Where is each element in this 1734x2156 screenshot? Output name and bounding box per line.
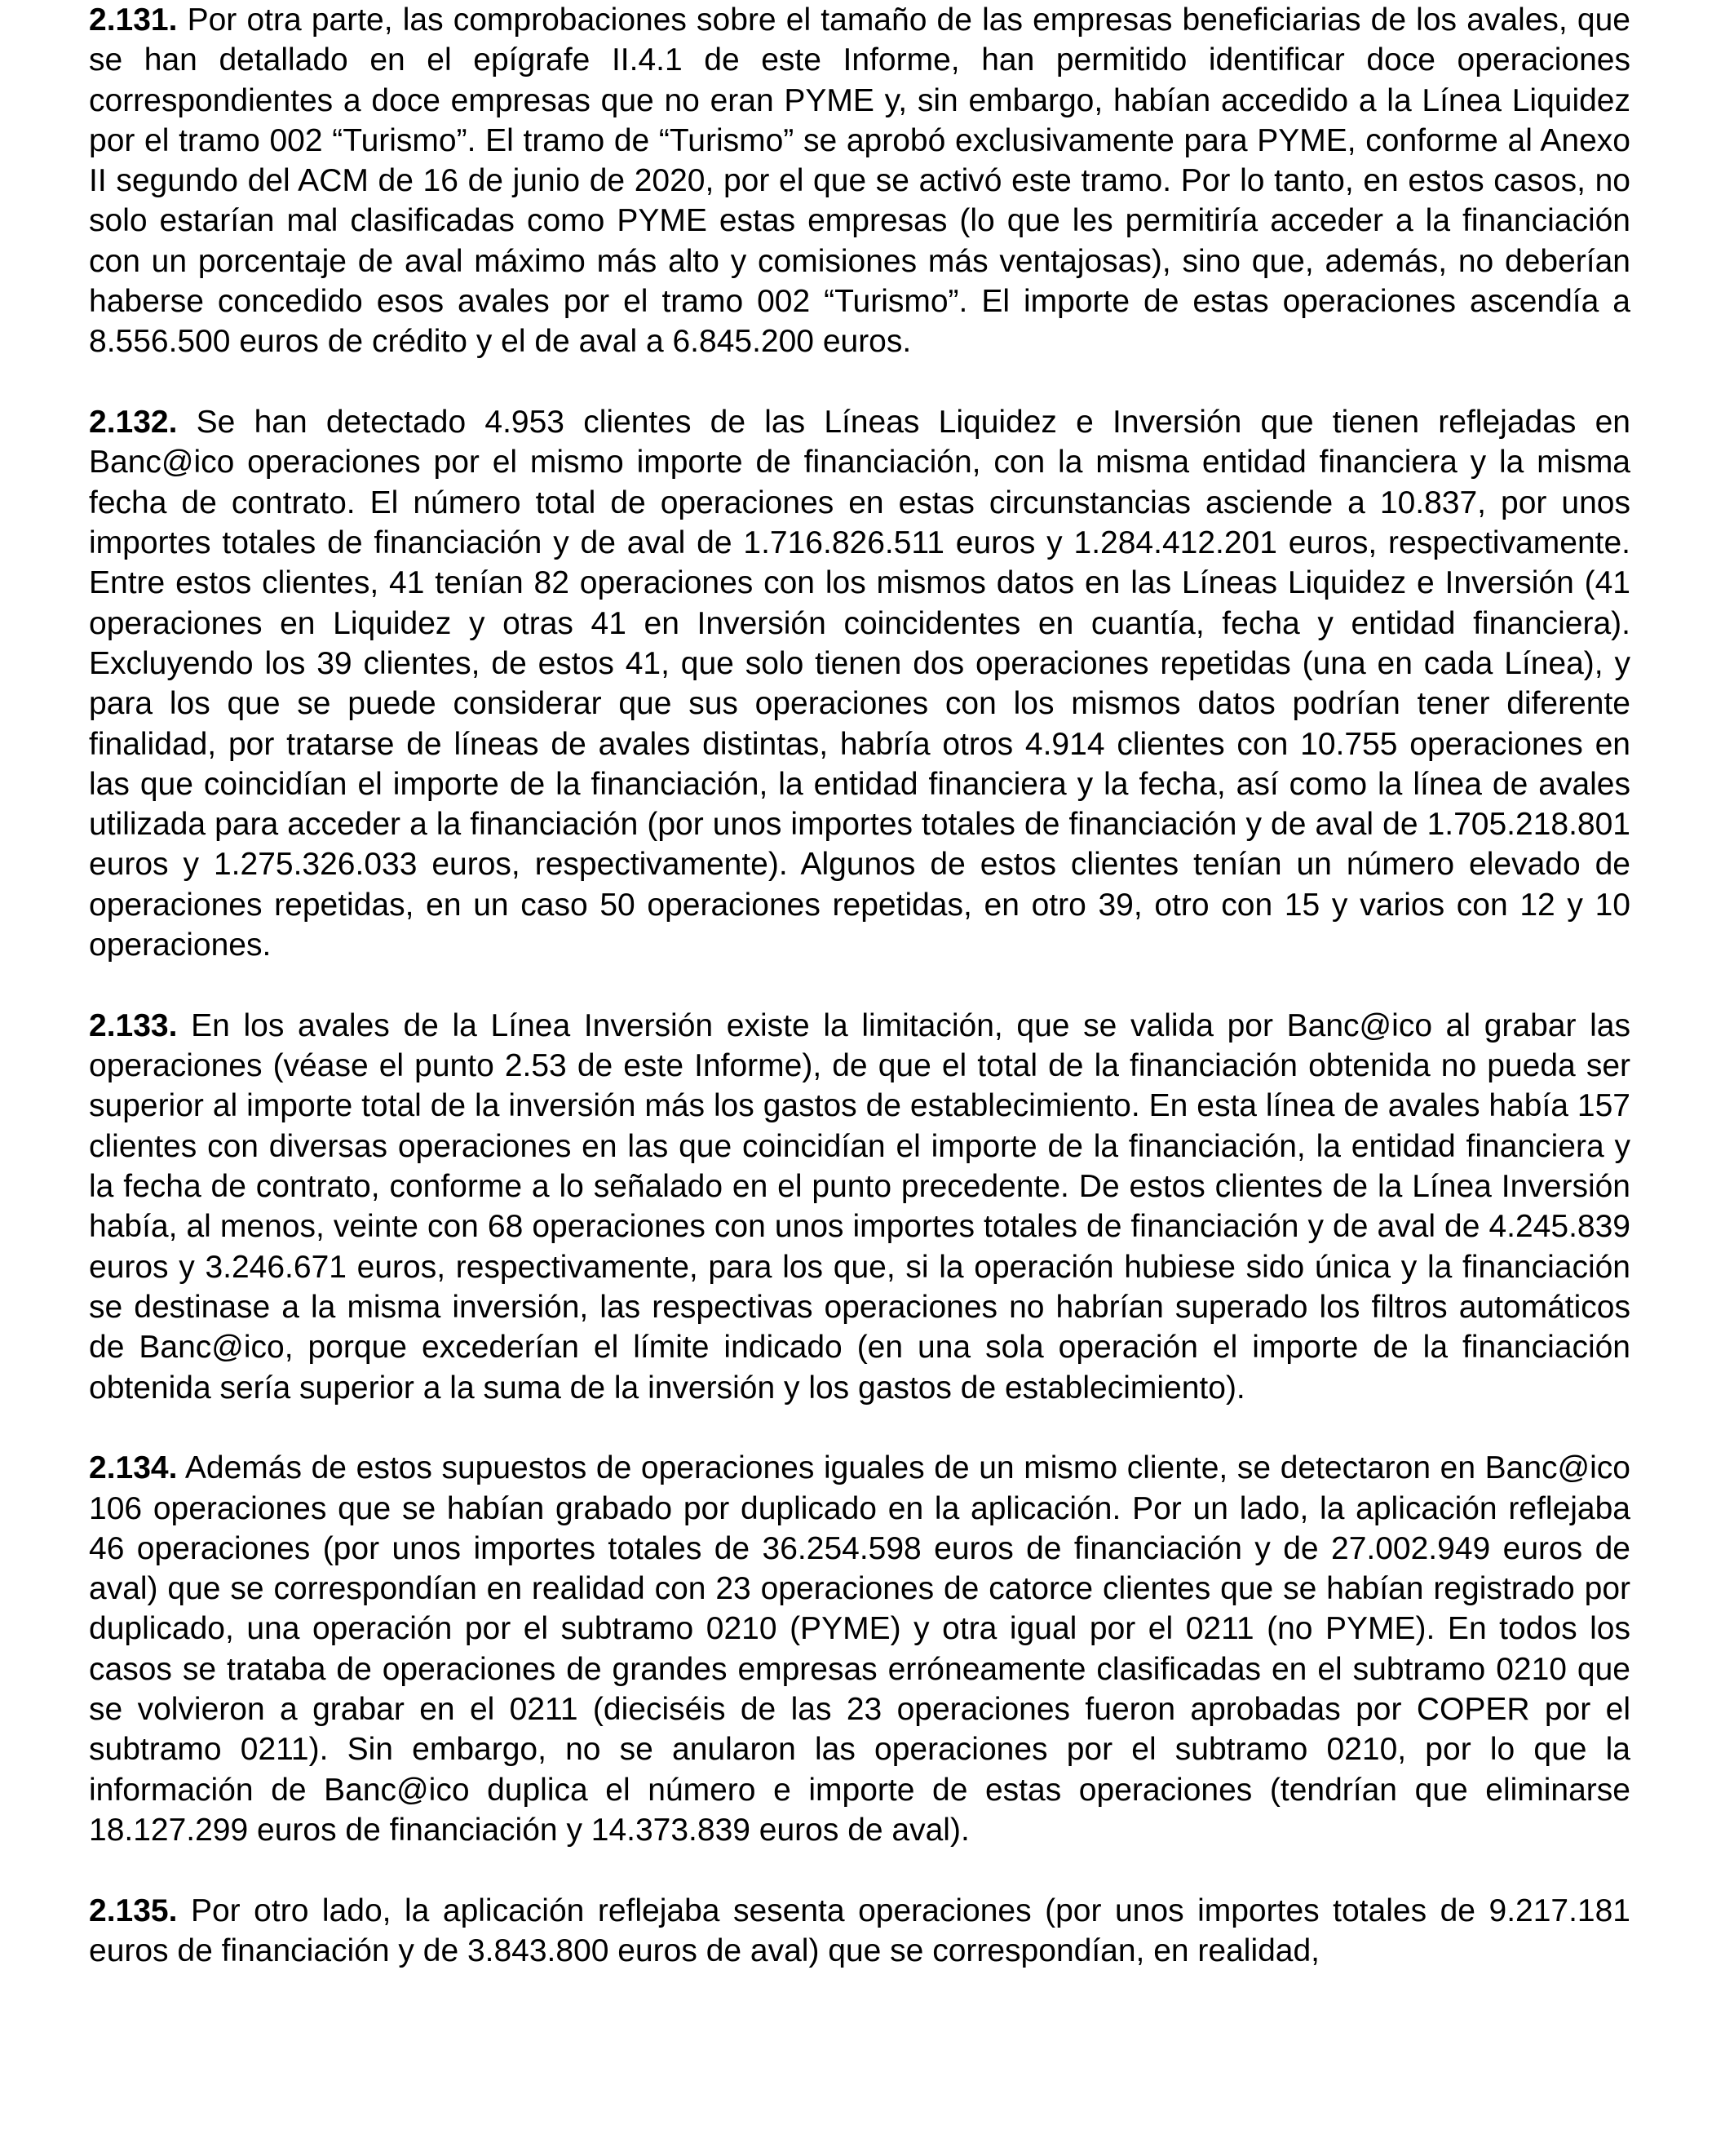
paragraph-text: Además de estos supuestos de operaciones iguales de un mismo cliente, se detectaron en Banc@ico 106 operaciones que se habían grabado por duplicado en la aplicación. Por un lado, la aplicación reflejaba 46 operaciones (por unos importes totales de 36.254.598 euros de financiación y de 27.002.949 euros de aval) que se correspondían en realidad con 23 operaciones de catorce clientes que se habían registrado por duplicado, una operación por el subtramo 0210 (PYME) y otra igual por el 0211 (no PYME). En todos los casos se trataba de operaciones de grandes empresas erróneamente clasificadas en el subtramo 0210 que se volvieron a grabar en el 0211 (dieciséis de las 23 operaciones fueron aprobadas por COPER por el subtramo 0211). Sin embargo, no se anularon las operaciones por el subtramo 0210, por lo que la información de Banc@ico duplica el número e importe de estas operaciones (tendrían que eliminarse 18.127.299 euros de financiación y 14.373.839 euros de aval). [89,1450,1630,1848]
paragraph-2-133 [89,1006,1630,1408]
paragraph-text: Se han detectado 4.953 clientes de las Líneas Liquidez e Inversión que tienen reflejadas en Banc@ico operaciones por el mismo importe de financiación, con la misma entidad financiera y la misma fecha de contrato. El número total de operaciones en estas circunstancias asciende a 10.837, por unos importes totales de financiación y de aval de 1.716.826.511 euros y 1.284.412.201 euros, respectivamente. Entre estos clientes, 41 tenían 82 operaciones con los mismos datos en las Líneas Liquidez e Inversión (41 operaciones en Liquidez y otras 41 en Inversión coincidentes en cuantía, fecha y entidad financiera). Excluyendo los 39 clientes, de estos 41, que solo tienen dos operaciones repetidas (una en cada Línea), y para los que se puede considerar que sus operaciones con los mismos datos podrían tener diferente finalidad, por tratarse de líneas de avales distintas, habría otros 4.914 clientes con 10.755 operaciones en las que coincidían el importe de la financiación, la entidad financiera y la fecha, así como la línea de avales utilizada para acceder a la financiación (por unos importes totales de financiación y de aval de 1.705.218.801 euros y 1.275.326.033 euros, respectivamente). Algunos de estos clientes tenían un número elevado de operaciones repetidas, en un caso 50 operaciones repetidas, en otro 39, otro con 15 y varios con 12 y 10 operaciones. [89,405,1630,963]
paragraph-number: 2.132. [89,405,178,440]
paragraph-text: Por otro lado, la aplicación reflejaba sesenta operaciones (por unos importes totales de 9.217.181 euros de financiación y de 3.843.800 euros de aval) que se correspondían, en realidad, [89,1893,1630,1969]
paragraph-number: 2.133. [89,1007,178,1043]
document-body [89,0,1630,2012]
paragraph-number: 2.131. [89,2,178,38]
paragraph-number: 2.135. [89,1893,178,1928]
paragraph-2-132 [89,402,1630,965]
paragraph-number: 2.134. [89,1450,178,1486]
paragraph-2-135 [89,1891,1630,1972]
paragraph-2-131 [89,0,1630,362]
paragraph-text: Por otra parte, las comprobaciones sobre el tamaño de las empresas beneficiarias de los avales, que se han detallado en el epígrafe II.4.1 de este Informe, han permitido identificar doce operaciones correspondientes a doce empresas que no eran PYME y, sin embargo, habían accedido a la Línea Liquidez por el tramo 002 “Turismo”. El tramo de “Turismo” se aprobó exclusivamente para PYME, conforme al Anexo II segundo del ACM de 16 de junio de 2020, por el que se activó este tramo. Por lo tanto, en estos casos, no solo estarían mal clasificadas como PYME estas empresas (lo que les permitiría acceder a la financiación con un porcentaje de aval máximo más alto y comisiones más ventajosas), sino que, además, no deberían haberse concedido esos avales por el tramo 002 “Turismo”. El importe de estas operaciones ascendía a 8.556.500 euros de crédito y el de aval a 6.845.200 euros. [89,2,1630,360]
paragraph-2-134 [89,1448,1630,1850]
paragraph-text: En los avales de la Línea Inversión existe la limitación, que se valida por Banc@ico al grabar las operaciones (véase el punto 2.53 de este Informe), de que el total de la financiación obtenida no pueda ser superior al importe total de la inversión más los gastos de establecimiento. En esta línea de avales había 157 clientes con diversas operaciones en las que coincidían el importe de la financiación, la entidad financiera y la fecha de contrato, conforme a lo señalado en el punto precedente. De estos clientes de la Línea Inversión había, al menos, veinte con 68 operaciones con unos importes totales de financiación y de aval de 4.245.839 euros y 3.246.671 euros, respectivamente, para los que, si la operación hubiese sido única y la financiación se destinase a la misma inversión, las respectivas operaciones no habrían superado los filtros automáticos de Banc@ico, porque excederían el límite indicado (en una sola operación el importe de la financiación obtenida sería superior a la suma de la inversión y los gastos de establecimiento). [89,1007,1630,1406]
